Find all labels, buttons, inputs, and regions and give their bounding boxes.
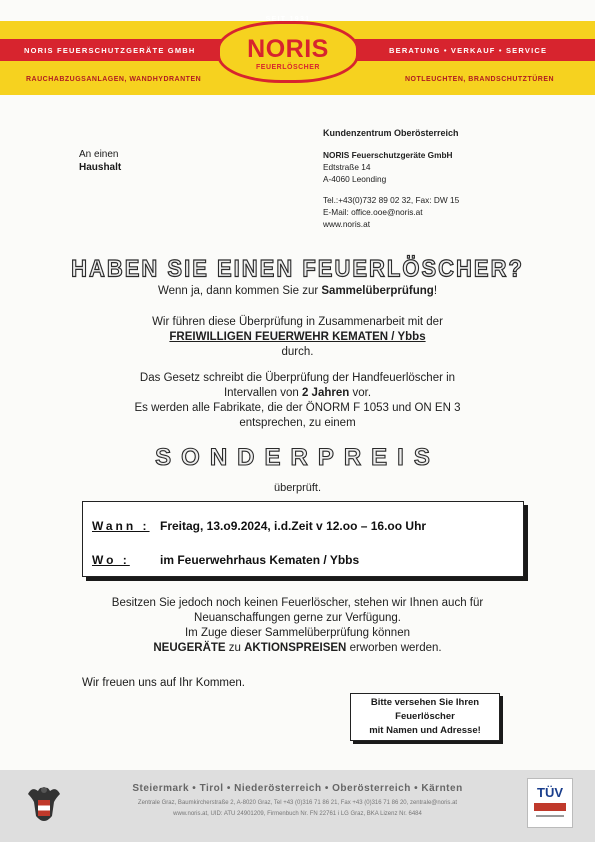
law-line-4: entsprechen, zu einem	[239, 417, 356, 429]
intro-pre: Wenn ja, dann kommen Sie zur	[157, 285, 322, 297]
offer-action-prices: AKTIONSPREISEN	[244, 642, 347, 654]
tuv-certificate	[527, 778, 573, 828]
logo-since: SEIT 1931	[265, 16, 311, 23]
headline: HABEN SIE EINEN FEUERLÖSCHER?	[71, 254, 524, 283]
checked-text: überprüft.	[273, 482, 322, 494]
tuv-line-icon	[536, 815, 564, 817]
header-products-left: RAUCHABZUGSANLAGEN, WANDHYDRANTEN	[26, 76, 202, 83]
intro-post: !	[433, 285, 438, 297]
offer-line-3: Im Zuge dieser Sammelüberprüfung können	[184, 627, 410, 639]
intro-line	[0, 285, 595, 297]
law-line-2-post: vor.	[349, 387, 372, 399]
tuv-text: TÜV	[537, 785, 563, 800]
when-label: Wann :	[92, 519, 150, 533]
event-box	[82, 501, 524, 577]
recipient-line-2: Haushalt	[79, 162, 122, 173]
law-interval: 2 Jahren	[301, 387, 350, 399]
offer-line-1: Besitzen Sie jedoch noch keinen Feuerlöscher, stehen wir Ihnen auch für	[111, 597, 484, 609]
law-line-3: Es werden alle Fabrikate, die der ÖNORM F 1053 und ON EN 3	[134, 402, 461, 414]
header-services: BERATUNG • VERKAUF • SERVICE	[389, 46, 548, 55]
note-line-1: Bitte versehen Sie Ihren	[370, 697, 480, 708]
footer-legal: www.noris.at, UID: ATU 24901209, Firmenbuch Nr. FN 22761 i LG Graz, BKA Lizenz Nr. 6484	[173, 811, 422, 817]
special-price: SONDERPREIS	[155, 444, 440, 471]
sender-email: E-Mail: office.ooe@noris.at	[323, 207, 423, 217]
offer-new-devices: NEUGERÄTE	[153, 642, 226, 654]
where-value: im Feuerwehrhaus Kematen / Ybbs	[160, 553, 360, 567]
coop-line: Wir führen diese Überprüfung in Zusammenarbeit mit der	[152, 316, 443, 328]
closing-text: Wir freuen uns auf Ihr Kommen.	[82, 677, 245, 689]
sender-street: Edtstraße 14	[323, 162, 371, 172]
offer-end: erworben werden.	[346, 642, 442, 654]
footer	[0, 770, 595, 842]
recipient-line-1: An einen	[79, 149, 119, 160]
coop-end: durch.	[281, 346, 314, 358]
footer-address: Zentrale Graz, Baumkircherstraße 2, A-8020 Graz, Tel +43 (0)316 71 86 21, Fax +43 (0)316 71 86 20, zentrale@noris.at	[137, 800, 458, 806]
sender-company: NORIS Feuerschutzgeräte GmbH	[323, 150, 453, 160]
recipient-block	[79, 148, 121, 174]
sender-web: www.noris.at	[323, 219, 371, 229]
tuv-badge-icon	[534, 803, 566, 811]
header-products-right: NOTLEUCHTEN, BRANDSCHUTZTÜREN	[405, 76, 555, 83]
when-value: Freitag, 13.o9.2024, i.d.Zeit v 12.oo – 16.oo Uhr	[160, 519, 427, 533]
law-line-1: Das Gesetz schreibt die Überprüfung der Handfeuerlöscher in	[139, 372, 456, 384]
logo-subtitle: FEUERLÖSCHER	[256, 64, 320, 71]
law-line-2	[0, 387, 595, 399]
footer-regions: Steiermark • Tirol • Niederösterreich • Oberösterreich • Kärnten	[132, 783, 463, 794]
intro-bold: Sammelüberprüfung	[321, 285, 434, 297]
offer-line-2: Neuanschaffungen gerne zur Verfügung.	[194, 612, 401, 624]
coop-organization: FREIWILLIGEN FEUERWEHR KEMATEN / Ybbs	[169, 331, 426, 343]
offer-mid: zu	[225, 642, 245, 654]
header-company-name: NORIS FEUERSCHUTZGERÄTE GMBH	[24, 46, 196, 55]
note-line-2: Feuerlöscher	[395, 711, 455, 722]
sender-city: A-4060 Leonding	[323, 174, 387, 184]
note-line-3: mit Namen und Adresse!	[369, 725, 481, 736]
noris-logo	[217, 16, 359, 83]
austrian-eagle-icon	[24, 782, 64, 828]
label-reminder-box	[350, 693, 500, 741]
logo-name: NORIS	[247, 35, 329, 63]
law-line-2-pre: Intervallen von	[223, 387, 302, 399]
sender-title: Kundenzentrum Oberösterreich	[323, 128, 459, 138]
where-label: Wo :	[92, 553, 130, 567]
offer-line-4	[0, 642, 595, 654]
sender-phone: Tel.:+43(0)732 89 02 32, Fax: DW 15	[323, 195, 460, 205]
